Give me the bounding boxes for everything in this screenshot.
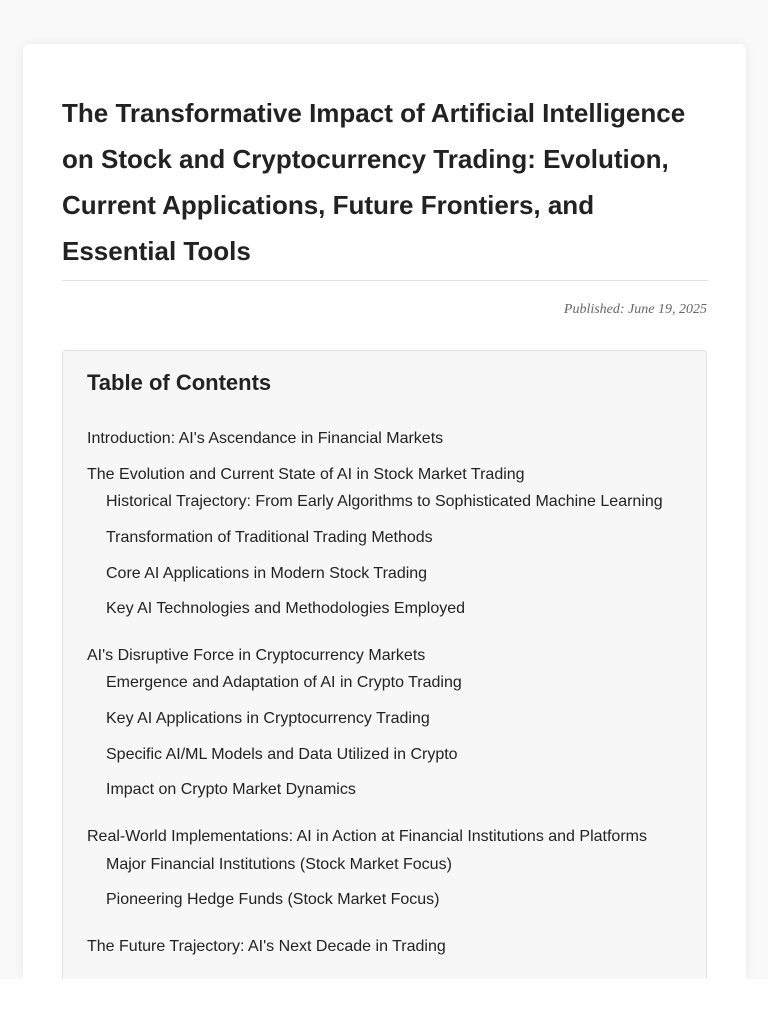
toc-link-introduction[interactable]: Introduction: AI's Ascendance in Financial Markets	[87, 430, 444, 447]
article-card	[23, 44, 746, 979]
toc-link-real-world[interactable]: Real-World Implementations: AI in Action at Financial Institutions and Platforms	[87, 828, 647, 845]
table-of-contents	[62, 350, 707, 979]
toc-link-crypto-disruption[interactable]: AI's Disruptive Force in Cryptocurrency Markets	[87, 647, 426, 664]
title-divider	[62, 280, 708, 281]
toc-link-key-technologies[interactable]: Key AI Technologies and Methodologies Employed	[106, 600, 466, 617]
toc-link-stock-evolution[interactable]: The Evolution and Current State of AI in Stock Market Trading	[87, 466, 525, 483]
article-title: The Transformative Impact of Artificial Intelligence on Stock and Cryptocurrency Trading: Evolution, Current Applications, Future Frontiers, and Essential Tools	[62, 98, 686, 266]
toc-link-hedge-funds[interactable]: Pioneering Hedge Funds (Stock Market Focus)	[106, 891, 440, 908]
toc-link-historical-trajectory[interactable]: Historical Trajectory: From Early Algorithms to Sophisticated Machine Learning	[106, 493, 663, 510]
toc-link-crypto-dynamics[interactable]: Impact on Crypto Market Dynamics	[106, 781, 356, 798]
toc-link-crypto-emergence[interactable]: Emergence and Adaptation of AI in Crypto Trading	[106, 674, 462, 691]
toc-link-major-institutions[interactable]: Major Financial Institutions (Stock Market Focus)	[106, 856, 452, 873]
toc-link-transformation-methods[interactable]: Transformation of Traditional Trading Methods	[106, 529, 433, 546]
toc-link-crypto-applications[interactable]: Key AI Applications in Cryptocurrency Trading	[106, 710, 430, 727]
toc-link-core-applications[interactable]: Core AI Applications in Modern Stock Trading	[106, 565, 428, 582]
toc-link-crypto-models[interactable]: Specific AI/ML Models and Data Utilized in Crypto	[106, 746, 458, 763]
published-date: Published: June 19, 2025	[563, 302, 707, 317]
page-bottom-strip	[0, 979, 768, 1024]
toc-link-future-trajectory[interactable]: The Future Trajectory: AI's Next Decade in Trading	[87, 938, 446, 955]
toc-heading: Table of Contents	[87, 370, 272, 395]
